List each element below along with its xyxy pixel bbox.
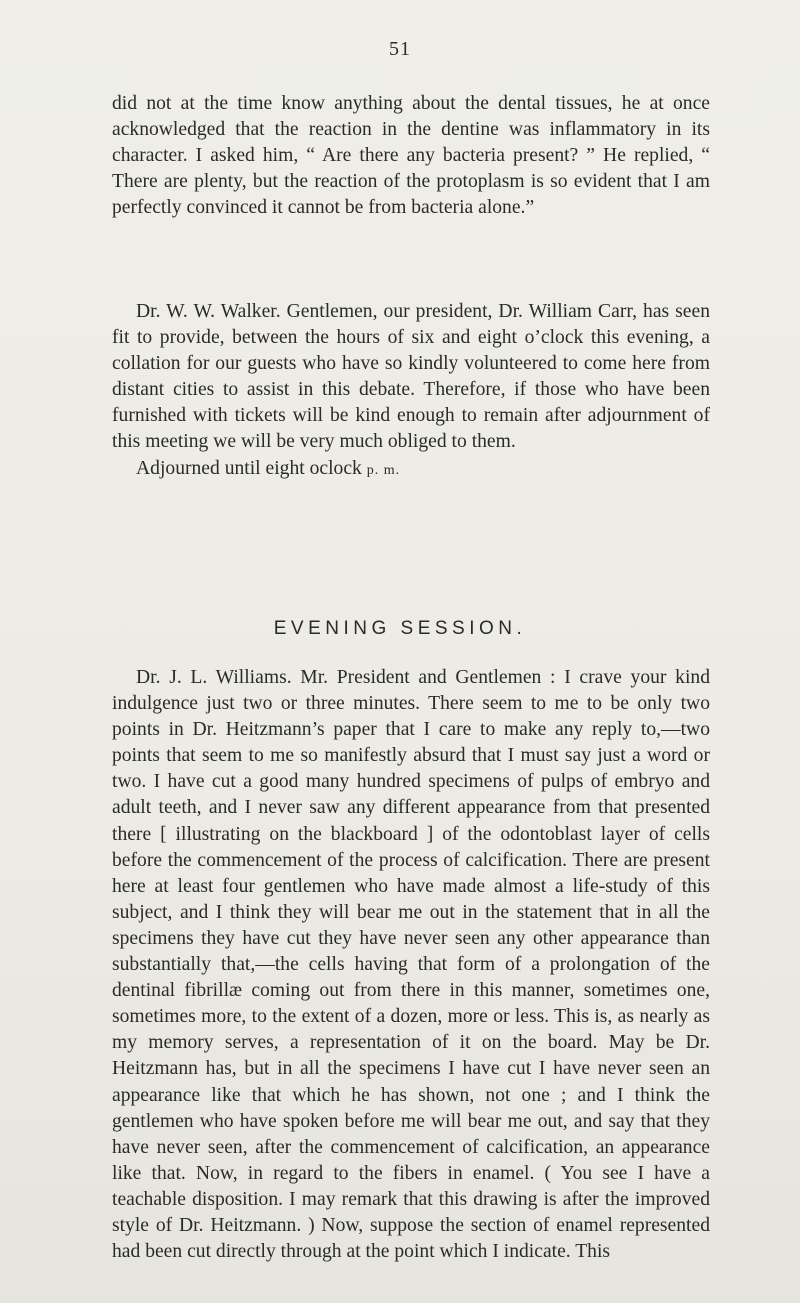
paragraph-walker [112,299,710,484]
page-number: 51 [389,38,411,60]
paragraph-williams [112,665,710,1265]
paragraph-continuation [112,91,710,221]
paragraph-text: did not at the time know anything about the dental tissues, he at once acknowledged that the reaction in the dentine was inflammatory in its character. I asked him, “ Are there any bacteria present? ” He replied, “ There are plenty, but the reaction of the protoplasm is so evident that I am perfectly convinced it cannot be from bacteria alone.” [112,93,710,219]
adjournment-time: p. m. [366,462,401,478]
adjournment-text: Adjourned until eight oclock [136,457,362,479]
section-heading: EVENING SESSION. [273,618,527,639]
paragraph-text: Dr. W. W. Walker. Gentlemen, our president, Dr. William Carr, has seen fit to provide, between the hours of six and eight o’clock this evening, a collation for our guests who have so kindly volunteered to come here from distant cities to assist in this debate. Therefore, if those who have been furnished with tickets will be kind enough to remain after adjournment of this meeting we will be very much obliged to them. [112,301,710,453]
paragraph-text: Dr. J. L. Williams. Mr. President and Gentlemen : I crave your kind indulgence just two or three minutes. There seem to me to be only two points in Dr. Heitzmann’s paper that I care to make any reply to,—two points that seem to me so manifestly absurd that I must say just a word or two. I have cut a good many hundred specimens of pulps of embryo and adult teeth, and I never saw any different appearance from that presented there [ illustrating on the blackboard ] of the odontoblast layer of cells before the commencement of the process of calcification. There are present here at least four gentlemen who have made almost a life-study of this subject, and I think they will bear me out in the statement that in all the specimens they have cut they have never seen any other appearance than substantially that,—the cells having that form of a prolongation of the dentinal fibrillæ coming out from there in this manner, sometimes one, sometimes more, to the extent of a dozen, more or less. This is, as nearly as my memory serves, a representation of it on the board. May be Dr. Heitzmann has, but in all the specimens I have cut I have never seen an appearance like that which he has shown, not one ; and I think the gentlemen who have spoken before me will bear me out, and say that they have never seen, after the commencement of calcification, an appearance like that. Now, in regard to the fibers in enamel. ( You see I have a teachable disposition. I may remark that this drawing is after the improved style of Dr. Heitzmann. ) Now, suppose the section of enamel represented had been cut directly through at the point which I indicate. This [112,667,710,1263]
adjournment-line [112,456,710,484]
